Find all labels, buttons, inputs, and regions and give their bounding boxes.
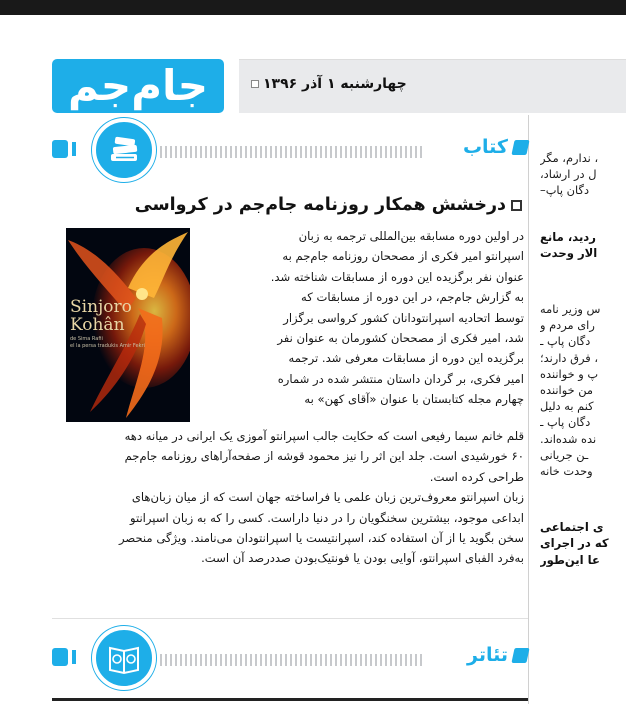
body-line: اسپرانتو امیر فکری از مصححان روزنامه جام‌جم به	[282, 249, 524, 264]
column-line: کنم به دلیل	[540, 399, 594, 414]
masthead	[0, 15, 626, 110]
body-line: زبان اسپرانتو معروف‌ترین زبان علمی یا فراساخته جهان است که از میان زبان‌های	[131, 490, 524, 505]
body-line: به گزارش جام‌جم، در این دوره از مسابقات که	[301, 290, 524, 305]
column-line: نده شده‌اند.	[540, 431, 597, 446]
logo-text: جام‌جم	[67, 61, 209, 110]
issue-date-text: چهارشنبه ۱ آذر ۱۳۹۶	[263, 76, 407, 92]
books-icon	[92, 118, 156, 182]
body-line: در اولین دوره مسابقه بین‌المللی ترجمه به زبان	[298, 229, 524, 243]
section-title-book: کتاب	[462, 136, 508, 158]
adjacent-column	[540, 150, 626, 568]
cover-byline: de Sima Rafii	[70, 336, 103, 342]
section-marker	[52, 648, 68, 666]
column-line: دگان پاپ ـ	[540, 415, 591, 430]
section-dot-icon	[511, 648, 529, 663]
column-line: ـن جریانی	[540, 447, 589, 462]
body-line: سخن بگوید یا از آن استفاده کند، اسپرانتیست یا اسپرانتودان می‌نامند. ویژگی منحصر	[119, 531, 524, 546]
body-line: قلم خانم سیما رفیعی است که حکایت جالب اسپرانتو آموزی یک ایرانی در میانه دهه	[124, 429, 524, 443]
square-bullet-icon	[251, 80, 259, 88]
article-headline-text: درخشش همکار روزنامه جام‌جم در کرواسی	[134, 195, 506, 215]
section-marker-bar	[72, 142, 76, 156]
column-line: رای مردم و	[540, 318, 595, 333]
cover-title	[70, 298, 132, 334]
column-subhead-line: ردید، مانع	[540, 229, 596, 244]
cover-title-line-1: Sinjoro	[70, 297, 132, 317]
article-body-wide	[66, 426, 524, 569]
section-dotted-rule	[160, 654, 423, 666]
column-line: دگان پاپ ـ	[540, 334, 591, 349]
column-line: من خواننده	[540, 383, 594, 398]
body-line: ابداعی موجود، بیشترین سخنگویان را در دنیا داراست. کسی را که به زبان اسپرانتو	[129, 510, 524, 525]
column-subhead-line: عا این‌طور	[540, 552, 600, 567]
body-line: شد، امیر فکری از مصححان کشورمان به عنوان نفر	[277, 331, 524, 346]
body-line: ۶۰ خورشیدی است. جلد این اثر را نیز محمود قوشه از صفحه‌آرا‌های روزنامه جام‌جم	[124, 449, 524, 464]
section-header-theatre	[52, 626, 528, 676]
section-title-theatre: تئاتر	[467, 644, 508, 666]
body-line: توسط اتحادیه اسپرانتودانان کشور کرواسی برگزار	[283, 310, 524, 325]
article-body-narrow	[196, 226, 524, 410]
body-line: عنوان نفر برگزیده این دوره از مسابقات شناخته شد.	[270, 269, 524, 284]
column-line: ، فرق دارند؛	[540, 350, 598, 365]
column-subhead-line: که در اجرای	[540, 536, 609, 551]
article-headline[interactable]	[52, 195, 522, 215]
column-line: وحدت خانه	[540, 464, 593, 479]
column-line: س وزیر نامه	[540, 302, 601, 317]
body-line: به‌فرد الفبای اسپرانتو، آوایی بودن یا فونتیک‌بودن صددرصد آن است.	[201, 551, 524, 566]
next-headline-cut	[52, 692, 528, 704]
column-line: پ و خواننده	[540, 366, 599, 381]
newspaper-logo[interactable]	[52, 59, 224, 113]
top-dark-bar	[0, 0, 626, 15]
section-marker	[52, 140, 68, 158]
body-line: برگزیده این دوره از مسابقات معرفی شد. ترجمه	[288, 351, 524, 366]
section-divider	[52, 618, 528, 619]
body-line: امیر فکری، بر گردان داستان منتشر شده در شماره	[277, 371, 524, 386]
book-cover-image	[66, 228, 190, 422]
cover-title-line-2: Kohân	[70, 315, 125, 335]
section-dot-icon	[511, 140, 529, 155]
column-line: ل در ارشاد،	[540, 167, 597, 182]
body-line: طراحی کرده است.	[429, 469, 524, 484]
theatre-book-icon	[92, 626, 156, 690]
column-line: دگان پاپ–	[540, 183, 590, 198]
body-line: چهارم مجله کتابستان با عنوان «آقای کهن» به	[304, 392, 524, 407]
column-subhead-line: الار وحدت	[540, 245, 598, 260]
square-bullet-icon	[511, 200, 522, 211]
section-dotted-rule	[160, 146, 423, 158]
section-header-book	[52, 118, 528, 168]
date-bar	[239, 59, 626, 113]
cover-byline-2: el la persa tradukis Amir Fekri	[70, 343, 145, 349]
column-line: ، ندارم، مگر	[540, 151, 599, 165]
section-marker-bar	[72, 650, 76, 664]
column-subhead-line: ی اجتماعی	[540, 520, 604, 535]
issue-date	[251, 76, 407, 92]
column-divider	[528, 115, 529, 704]
